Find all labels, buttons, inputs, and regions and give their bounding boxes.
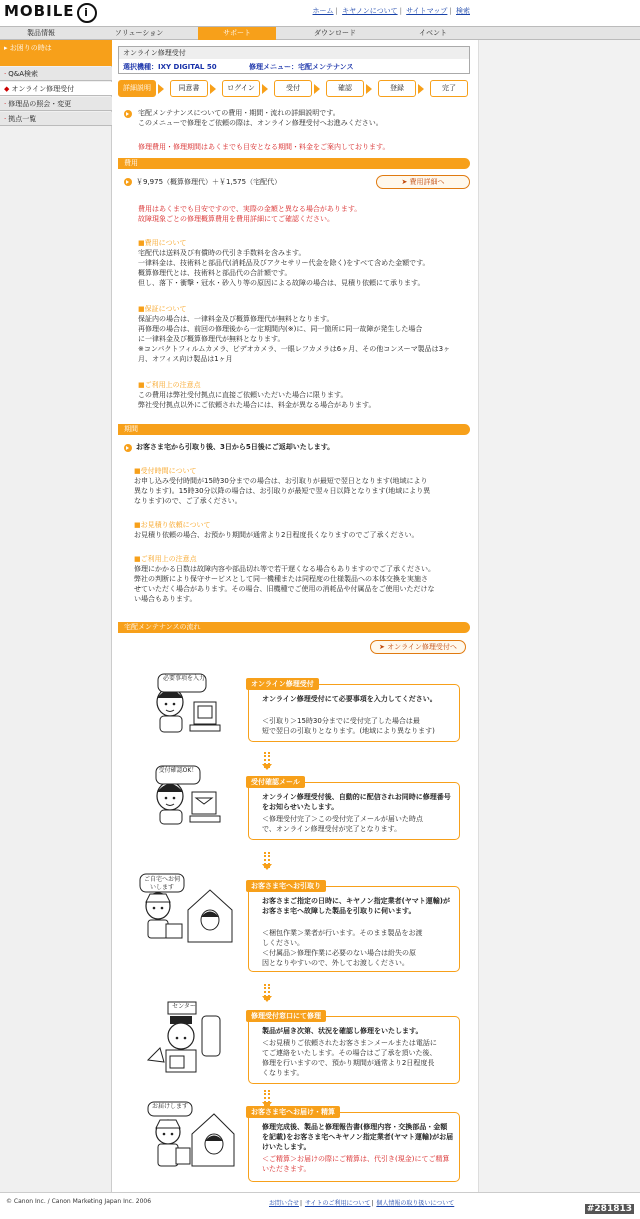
step-register: 登録 xyxy=(378,80,416,97)
bullet-arrow-icon: ◆ xyxy=(4,85,10,93)
flow-body-confirm-mail: ＜修理受付完了＞この受付完了メールが届いた時点 で、オンライン修理受付が完了となります。 xyxy=(262,815,423,833)
cost-section-bar: 費用 xyxy=(118,158,470,169)
flow-body-pickup: ＜梱包作業＞業者が行います。そのまま製品をお渡 しください。 ＜付属品＞修理作業に必要のない場合は紛失の原 因となりやすいので、外してお渡しください。 xyxy=(262,929,423,967)
fig-label-center: センター xyxy=(172,1003,196,1010)
flow-down-arrow-icon xyxy=(264,852,270,868)
bullet-icon: · xyxy=(4,100,7,108)
step-login: ログイン xyxy=(222,80,260,97)
sidebar-item-online-repair[interactable]: ◆ オンライン修理受付 xyxy=(0,82,112,96)
fig-label-input: 必要事項を入力 xyxy=(162,675,205,682)
flow-down-arrow-icon xyxy=(264,752,270,768)
top-links: ホーム | キヤノンについて | サイトマップ | 検索 xyxy=(312,7,470,15)
sidebar-item-repair-inquiry[interactable]: · 修理品の照会・変更 xyxy=(0,97,112,111)
cost-warranty-block: ■保証について 保証内の場合は、一律料金及び概算修理代が無料となります。 再修理の場合は、前回の修理後から一定期間内(※)に、同一箇所に同一故障が発生した場合 に一律料金及び概算修理代が無料となります。 ※コンパクトフィルムカメラ、ビデオカメラ、一眼レフカメラは6ヶ月、その他コンスーマ製品は3ヶ 月、オフィス向け製品は1ヶ月 xyxy=(138,304,470,364)
bullet-arrow-icon xyxy=(124,110,132,118)
progress-steps xyxy=(118,80,470,98)
image-id-stamp: #281813 xyxy=(586,1204,632,1214)
flow-tag-pickup: お客さま宅へお引取り xyxy=(246,880,326,892)
period-estimate-block: ■お見積り依頼について お見積り依頼の場合、お預かり期間が通常より2日程度長くなりますのでご了承ください。 xyxy=(134,521,419,539)
cost-warning: 費用はあくまでも目安ですので、実際の金額と異なる場合があります。 故障現象ごとの修理概算費用を費用詳細にてご確認ください。 xyxy=(138,205,362,223)
nav-products[interactable]: 製品情報 xyxy=(27,29,55,37)
online-repair-button[interactable]: ➤ オンライン修理受付へ xyxy=(370,640,466,654)
nav-download[interactable]: ダウンロード xyxy=(314,29,356,37)
sidebar-background xyxy=(0,40,112,1192)
footer-links: お問い合せ| サイトのご利用について| 個人情報の取り扱いについて xyxy=(269,1200,455,1207)
logo-mark-icon: i xyxy=(77,3,97,23)
nav-events[interactable]: イベント xyxy=(419,29,447,37)
terms-link[interactable]: サイトのご利用について xyxy=(304,1200,371,1207)
bullet-arrow-icon xyxy=(124,444,132,452)
cost-notice-heading: ■ご利用上の注意点 xyxy=(138,381,201,389)
step-complete: 完了 xyxy=(430,80,468,97)
fig-label-confirm: 受付確認OK！ xyxy=(158,767,198,774)
privacy-link[interactable]: 個人情報の取り扱いについて xyxy=(376,1200,455,1207)
flow-lead-online-reception: オンライン修理受付にて必要事項を入力してください。 xyxy=(262,695,437,703)
cost-warranty-heading: ■保証について xyxy=(138,305,187,313)
flow-body-online-reception: ＜引取り＞15時30分までに受付完了した場合は最 短で翌日の引取りとなります。(地域により異なります) xyxy=(262,717,435,735)
contact-link[interactable]: お問い合せ xyxy=(269,1200,300,1207)
step-arrow-icon xyxy=(418,84,424,94)
selection-row xyxy=(123,62,463,72)
cost-detail-button[interactable]: ➤ 費用詳細へ xyxy=(376,175,470,189)
about-link[interactable]: キヤノンについて xyxy=(342,7,398,15)
step-detail: 詳細説明 xyxy=(118,80,156,97)
global-nav xyxy=(0,26,640,40)
flow-tag-online-reception: オンライン修理受付 xyxy=(246,678,319,690)
flow-lead-confirm-mail: オンライン修理受付後、自動的に配信されお同時に修理番号をお知らせいたします。 xyxy=(262,793,451,811)
step-reception: 受付 xyxy=(274,80,312,97)
copyright: © Canon Inc. / Canon Marketing Japan Inc. 2006 xyxy=(6,1198,152,1205)
cost-fee-heading: ■費用について xyxy=(138,239,187,247)
step-confirm: 確認 xyxy=(326,80,364,97)
selection-box xyxy=(118,46,470,74)
bullet-icon: · xyxy=(4,115,7,123)
flow-tag-confirm-mail: 受付確認メール xyxy=(246,776,305,788)
cost-fee-block: ■費用について 宅配代は送料及び有償時の代引き手数料を含みます。 一律料金は、技術料と部品代(消耗品及びアクセサリー代金を除く)をすべて含めた金額です。 概算修理代とは、技術料と部品代の合計額です。 但し、落下・衝撃・冠水・砂入り等の原因による故障の場合は、見積り依頼にて承ります。 xyxy=(138,238,470,288)
sidebar-title: ▸ お困りの時は xyxy=(0,40,112,66)
fig-label-pickup: ご自宅へお伺いします xyxy=(143,876,180,891)
footer-divider xyxy=(0,1192,640,1193)
search-link[interactable]: 検索 xyxy=(456,7,470,15)
sidebar-item-locations[interactable]: · 拠点一覧 xyxy=(0,112,112,126)
flow-lead-repair: 製品が届き次第、状況を確認し修理をいたします。 xyxy=(262,1027,423,1035)
flow-down-arrow-icon xyxy=(264,984,270,1000)
home-link[interactable]: ホーム xyxy=(312,7,334,15)
selected-menu: 修理メニュー：宅配メンテナンス xyxy=(249,63,354,71)
step-arrow-icon xyxy=(366,84,372,94)
nav-solutions[interactable]: ソリューション xyxy=(114,29,164,37)
flow-tag-repair: 修理受付窓口にて修理 xyxy=(246,1010,326,1022)
flow-tag-delivery: お客さま宅へお届け・精算 xyxy=(246,1106,340,1118)
arrow-icon: ➤ xyxy=(379,643,388,651)
selected-model: 選択機種：IXY DIGITAL 50 xyxy=(123,63,217,71)
flow-section-bar: 宅配メンテナンスの流れ xyxy=(118,622,470,633)
step-arrow-icon xyxy=(262,84,268,94)
flow-lead-delivery: 修理完成後、製品と修理報告書(修理内容・交換部品・金額を記載)をお客さま宅へキヤノン指定業者(ヤマト運輸)がお届けいたします。 xyxy=(262,1123,454,1151)
right-margin-background xyxy=(478,40,640,1192)
step-arrow-icon xyxy=(158,84,164,94)
cost-notice-block: ■ご利用上の注意点 この費用は弊社受付拠点に直接ご依頼いただいた場合に限ります。 弊社受付拠点以外にご依頼された場合には、料金が異なる場合があります。 xyxy=(138,380,470,410)
period-notice-block: ■ご利用上の注意点 修理にかかる日数は故障内容や部品切れ等で若干遅くなる場合もありますのでご了承ください。 弊社の判断により保守サービスとして同一機種または同程度の仕様製品への本体交換を実施さ せていただく場合があります。その場合、旧機種でご使用の消耗品や付属品をご使用いただけな い場合もあります。 xyxy=(134,555,435,603)
cost-price: ￥9,975（概算修理代）＋￥1,575（宅配代） xyxy=(136,178,282,186)
flow-lead-pickup: お客さまご指定の日時に、キヤノン指定業者(ヤマト運輸)がお客さま宅へ故障した製品を引取りに伺います。 xyxy=(262,897,450,915)
site-logo[interactable] xyxy=(4,2,97,23)
header xyxy=(0,0,640,26)
repair-center-illustration xyxy=(146,1000,226,1076)
fig-label-deliver: お届けします xyxy=(151,1103,188,1110)
flow-body-repair: ＜お見積りご依頼されたお客さま＞メールまたは電話に てご連絡をいたします。その場合はご了承を頂いた後、 修理を行いますので、預かり期間が通常より2日程度長 くなります。 xyxy=(262,1039,437,1077)
intro-text: 宅配メンテナンスについての費用・期間・流れの詳細説明です。 このメニューで修理をご依頼の際は、オンライン修理受付へお進みください。 xyxy=(138,109,383,127)
sitemap-link[interactable]: サイトマップ xyxy=(406,7,448,15)
arrow-icon: ➤ xyxy=(401,178,410,186)
period-section-bar: 期間 xyxy=(118,424,470,435)
flow-down-arrow-icon xyxy=(264,1090,270,1106)
logo-text: MOBILE xyxy=(4,2,75,20)
sidebar-item-qa-search[interactable]: · Q&A検索 xyxy=(0,67,112,81)
bullet-icon: · xyxy=(4,70,7,78)
intro-note: 修理費用・修理期間はあくまでも目安となる期間・料金をご案内しております。 xyxy=(138,143,390,151)
nav-support[interactable]: サポート xyxy=(198,27,276,40)
step-arrow-icon xyxy=(314,84,320,94)
step-arrow-icon xyxy=(210,84,216,94)
flow-note-delivery: ＜ご精算＞お届けの際にご精算は、代引き(現金)にてご精算いただきます。 xyxy=(262,1155,450,1173)
period-hours-block: ■受付時間について お申し込み受付時間が15時30分までの場合は、お引取りが最短で翌日となります(地域により 異なります)。15時30分以降の場合は、お引取りが最短で翌々日以降となります(地域により異 なります)ので、ご了承ください。 xyxy=(134,467,431,505)
bullet-arrow-icon xyxy=(124,178,132,186)
period-lead: お客さま宅から引取り後、3日から5日後にご返却いたします。 xyxy=(136,443,335,451)
selection-title: オンライン修理受付 xyxy=(119,47,469,59)
step-agreement: 同意書 xyxy=(170,80,208,97)
